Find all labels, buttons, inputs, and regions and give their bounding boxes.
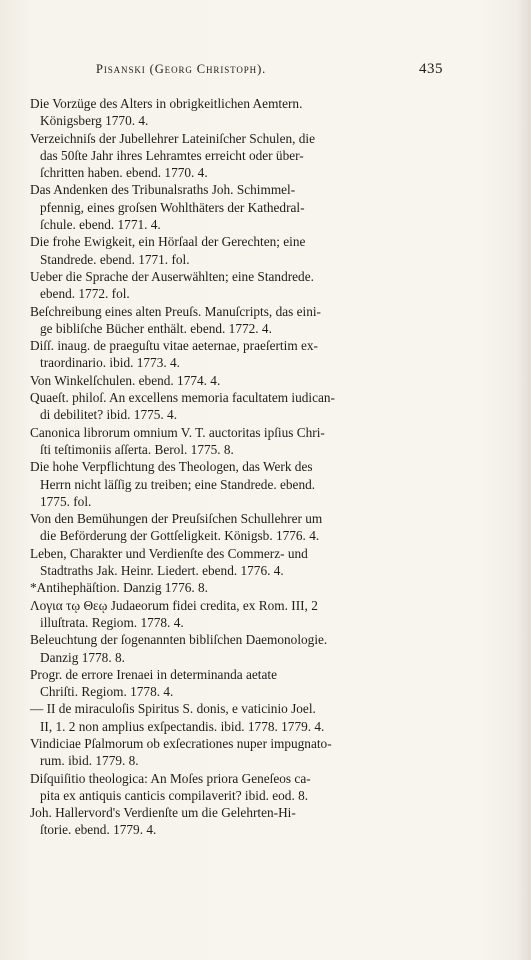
page-header xyxy=(0,62,531,84)
text-line: Die Vorzüge des Alters in obrigkeitlichen Aemtern. xyxy=(30,96,303,111)
text-line: Leben, Charakter und Verdienſte des Commerz- und xyxy=(30,545,308,561)
text-line: Diſſ. inaug. de praeguſtu vitae aeternae, praeſertim ex- xyxy=(30,338,318,354)
text-line: Von Winkelſchulen. ebend. 1774. 4. xyxy=(30,372,221,388)
page-number: 435 xyxy=(419,61,443,77)
text-line: Diſquiſitio theologica: An Moſes priora Geneſeos ca- xyxy=(30,770,311,786)
text-line: Danzig 1778. 8. xyxy=(40,649,125,665)
text-line: *Antihephäſtion. Danzig 1776. 8. xyxy=(30,580,209,596)
text-line: Progr. de errore Irenaei in determinanda aetate xyxy=(30,666,277,682)
text-line: traordinario. ibid. 1773. 4. xyxy=(40,355,180,371)
text-line: die Beförderung der Gottſeligkeit. Königsb. 1776. 4. xyxy=(40,528,320,544)
running-head: Pisanski (Georg Christoph). xyxy=(96,62,267,76)
text-line: Herrn nicht läſſig zu treiben; eine Standrede. ebend. xyxy=(40,476,316,492)
text-line: Quaeſt. philoſ. An excellens memoria facultatem iudican- xyxy=(30,390,335,406)
text-line: 1775. fol. xyxy=(40,493,92,509)
text-line: pita ex antiquis canticis compilaverit? ibid. eod. 8. xyxy=(40,787,309,803)
text-line: Königsberg 1770. 4. xyxy=(40,113,149,129)
text-line: ſtorie. ebend. 1779. 4. xyxy=(40,822,157,838)
text-line: Vindiciae Pſalmorum ob exſecrationes nuper impugnato- xyxy=(30,735,332,751)
text-line: illuſtrata. Regiom. 1778. 4. xyxy=(40,614,184,630)
text-line: Die hohe Verpflichtung des Theologen, das Werk des xyxy=(30,459,313,475)
text-line: Beleuchtung der ſogenannten bibliſchen Daemonologie. xyxy=(30,632,328,648)
text-line: pfennig, eines groſsen Wohlthäters der Kathedral- xyxy=(40,199,305,215)
page-edge-shadow xyxy=(517,0,531,960)
text-line: Die frohe Ewigkeit, ein Hörſaal der Gerechten; eine xyxy=(30,234,306,250)
text-line: Λογια τῳ Θεῳ Judaeorum fidei credita, ex Rom. III, 2 xyxy=(30,597,318,613)
text-line: di debilitet? ibid. 1775. 4. xyxy=(40,407,178,423)
text-line: Joh. Hallervord's Verdienſte um die Gelehrten-Hi- xyxy=(30,805,296,821)
text-line: — II de miraculoſis Spiritus S. donis, e vaticinio Joel. xyxy=(30,701,316,717)
text-line: Beſchreibung eines alten Preuſs. Manuſcripts, das eini- xyxy=(30,303,321,319)
text-line: ebend. 1772. fol. xyxy=(40,286,130,302)
text-line: Canonica librorum omnium V. T. auctoritas ipſius Chri- xyxy=(30,424,325,440)
text-line: Standrede. ebend. 1771. fol. xyxy=(40,251,190,267)
text-line: Ueber die Sprache der Auserwählten; eine Standrede. xyxy=(30,268,314,284)
text-line: ge bibliſche Bücher enthält. ebend. 1772. 4. xyxy=(40,320,272,336)
text-line: Das Andenken des Tribunalsraths Joh. Schimmel- xyxy=(30,182,296,198)
text-line: Von den Bemühungen der Preuſsiſchen Schullehrer um xyxy=(30,511,323,527)
text-line: Chriſti. Regiom. 1778. 4. xyxy=(40,684,174,700)
text-line: Stadtraths Jak. Heinr. Liedert. ebend. 1776. 4. xyxy=(40,563,284,579)
text-line: das 50ſte Jahr ihres Lehramtes erreicht oder über- xyxy=(40,147,304,163)
bibliography-list xyxy=(30,95,500,839)
text-line: ſchule. ebend. 1771. 4. xyxy=(40,217,161,233)
text-line: Verzeichniſs der Jubellehrer Lateiniſcher Schulen, die xyxy=(30,130,316,146)
text-line: II, 1. 2 non amplius exſpectandis. ibid. 1778. 1779. 4. xyxy=(40,718,325,734)
text-line: ſchritten haben. ebend. 1770. 4. xyxy=(40,165,208,181)
text-line: rum. ibid. 1779. 8. xyxy=(40,753,139,769)
text-line: ſti teſtimoniis aſſerta. Berol. 1775. 8. xyxy=(40,441,234,457)
